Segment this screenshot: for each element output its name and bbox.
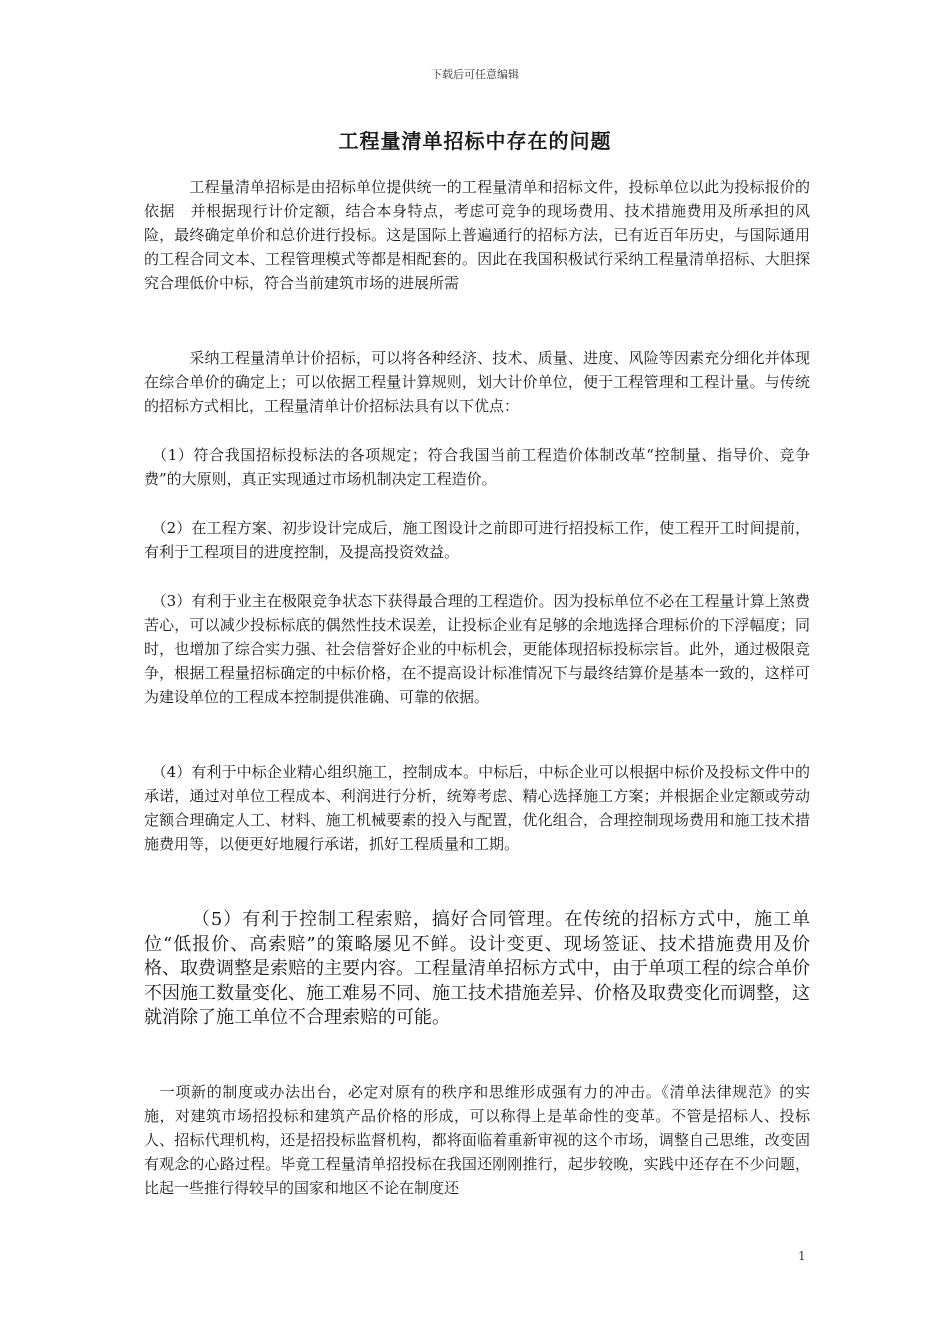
paragraph-advantage-5: （5）有利于控制工程索赔，搞好合同管理。在传统的招标方式中，施工单位“低报价、高索赔”的策略屡见不鲜。设计变更、现场签证、技术措施费用及价格、取费调整是索赔的主要内容。工程量清单招标方式中，由于单项工程的综合单价不因施工数量变化、施工难易不同、施工技术措施差异、价格及取费变化而调整，这就消除了施工单位不合理索赔的可能。 bbox=[144, 909, 810, 1028]
paragraph-intro: 工程量清单招标是由招标单位提供统一的工程量清单和招标文件，投标单位以此为投标报价的依据 并根据现行计价定额，结合本身特点，考虑可竞争的现场费用、技术措施费用及所承担的风险，最终确定单价和总价进行投标。这是国际上普遍通行的招标方法，已有近百年历史，与国际通用的工程合同文本、工程管理模式等都是相配套的。因此在我国积极试行采纳工程量清单招标、大胆探究合理低价中标，符合当前建筑市场的进展所需 bbox=[144, 178, 810, 292]
page-number: 1 bbox=[798, 1249, 806, 1263]
document-title: 工程量清单招标中存在的问题 bbox=[338, 129, 612, 153]
page-header-note: 下载后可任意编辑 bbox=[431, 68, 519, 81]
paragraph-advantage-4: （4）有利于中标企业精心组织施工，控制成本。中标后，中标企业可以根据中标价及投标文件中的承诺，通过对单位工程成本、利润进行分析，统筹考虑、精心选择施工方案；并根据企业定额或劳动定额合理确定人工、材料、施工机械要素的投入与配置，优化组合，合理控制现场费用和施工技术措施费用等，以便更好地履行承诺，抓好工程质量和工期。 bbox=[144, 763, 810, 853]
paragraph-advantage-3: （3）有利于业主在极限竞争状态下获得最合理的工程造价。因为投标单位不必在工程量计算上煞费苦心，可以减少投标标底的偶然性技术误差，让投标企业有足够的余地选择合理标价的下浮幅度；同时，也增加了综合实力强、社会信誉好企业的中标机会，更能体现招标投标宗旨。此外，通过极限竞争，根据工程量招标确定的中标价格，在不提高设计标准情况下与最终结算价是基本一致的，这样可为建设单位的工程成本控制提供准确、可靠的依据。 bbox=[144, 592, 810, 706]
paragraph-advantage-2: （2）在工程方案、初步设计完成后，施工图设计之前即可进行招投标工作，使工程开工时间提前，有利于工程项目的进度控制，及提高投资效益。 bbox=[144, 519, 810, 561]
paragraph-advantage-1: （1）符合我国招标投标法的各项规定；符合我国当前工程造价体制改革“控制量、指导价、竞争费”的大原则，真正实现通过市场机制决定工程造价。 bbox=[144, 446, 810, 488]
paragraph-problems-intro: 一项新的制度或办法出台，必定对原有的秩序和思维形成强有力的冲击。《清单法律规范》的实施，对建筑市场招投标和建筑产品价格的形成，可以称得上是革命性的变革。不管是招标人、投标人、招标代理机构，还是招投标监督机构，都将面临着重新审视的这个市场，调整自己思维，改变固有观念的心路过程。毕竟工程量清单招投标在我国还刚刚推行，起步较晚，实践中还存在不少问题，比起一些推行得较早的国家和地区不论在制度还 bbox=[144, 1083, 810, 1197]
paragraph-advantages-intro: 采纳工程量清单计价招标，可以将各种经济、技术、质量、进度、风险等因素充分细化并体现在综合单价的确定上；可以依据工程量计算规则，划大计价单位，便于工程管理和工程计量。与传统的招标方式相比，工程量清单计价招标法具有以下优点： bbox=[144, 349, 810, 415]
